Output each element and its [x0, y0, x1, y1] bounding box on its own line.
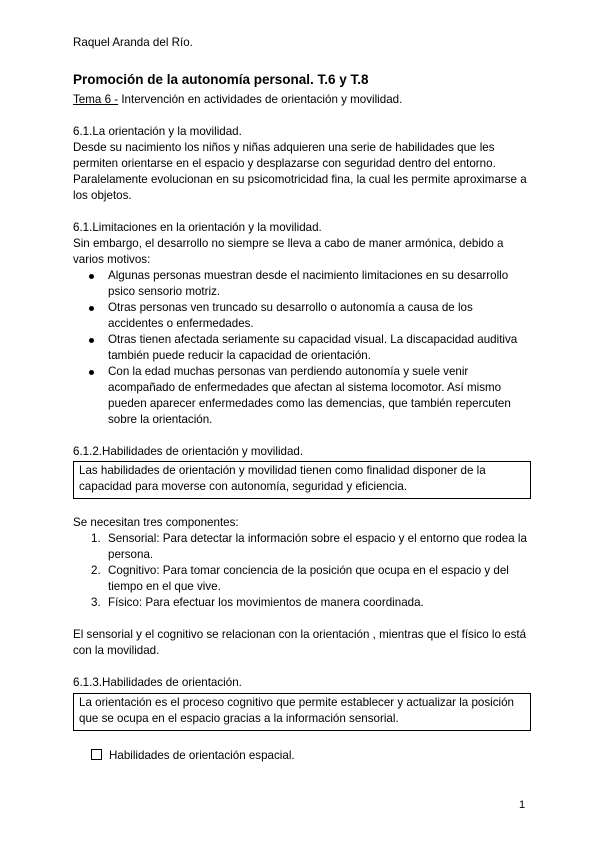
page-number: 1 — [519, 799, 526, 811]
subtitle-text: Intervención en actividades de orientación y movilidad. — [118, 93, 403, 106]
section-heading: 6.1.Limitaciones en la orientación y la movilidad. — [73, 221, 322, 234]
list-item: Algunas personas muestran desde el nacimiento limitaciones en su desarrollo psico sensorio motriz. — [73, 268, 531, 300]
tema-label: Tema 6 - — [73, 93, 119, 106]
checklist-label: Habilidades de orientación espacial. — [109, 749, 295, 762]
list-item — [73, 595, 531, 611]
list-item — [73, 563, 531, 595]
components-intro: Se necesitan tres componentes: — [73, 516, 239, 529]
list-item — [73, 531, 531, 563]
list-text: Cognitivo: Para tomar conciencia de la posición que ocupa en el espacio y del tiempo en el que vive. — [108, 564, 509, 593]
closing-paragraph: El sensorial y el cognitivo se relacionan con la orientación , mientras que el físico lo está con la movilidad. — [73, 628, 527, 657]
checkbox-icon[interactable] — [91, 749, 102, 760]
author-name: Raquel Aranda del Río. — [73, 36, 193, 49]
section-heading-613: 6.1.3.Habilidades de orientación. — [73, 676, 242, 689]
section-paragraph: Desde su nacimiento los niños y niñas adquieren una serie de habilidades que les permiten orientarse en el espacio y desplazarse con seguridad dentro del entorno. Paralelamente evolucionan en su psicomotricidad fina, la cual les permite aproximarse a los objetos. — [73, 141, 527, 202]
section-orientacion-movilidad — [73, 124, 531, 204]
bullet-list — [73, 268, 531, 428]
definition-box: La orientación es el proceso cognitivo que permite establecer y actualizar la posición que se ocupa en el espacio gracias a la información sensorial. — [73, 693, 531, 731]
list-number: 3. — [91, 596, 101, 609]
list-item: Con la edad muchas personas van perdiendo autonomía y suele venir acompañado de enfermedades que afectan al sistema locomotor. Así mismo pueden aparecer enfermedades como las demencias, que también repercuten sobre la orientación. — [73, 364, 531, 428]
list-item: Otras tienen afectada seriamente su capacidad visual. La discapacidad auditiva también puede reducir la capacidad de orientación. — [73, 332, 531, 364]
document-subtitle — [73, 92, 402, 108]
section-heading-612: 6.1.2.Habilidades de orientación y movilidad. — [73, 445, 304, 458]
numbered-list — [73, 531, 531, 611]
list-number: 1. — [91, 532, 101, 545]
section-limitaciones — [73, 220, 531, 428]
list-text: Físico: Para efectuar los movimientos de manera coordinada. — [108, 596, 424, 609]
definition-box: Las habilidades de orientación y movilidad tienen como finalidad disponer de la capacidad para moverse con autonomía, seguridad y eficiencia. — [73, 461, 531, 499]
components-section — [73, 515, 531, 611]
checklist-item — [91, 748, 295, 764]
list-item: Otras personas ven truncado su desarrollo o autonomía a causa de los accidentes o enfermedades. — [73, 300, 531, 332]
section-heading: 6.1.La orientación y la movilidad. — [73, 125, 242, 138]
document-title: Promoción de la autonomía personal. T.6 y T.8 — [73, 72, 369, 87]
list-text: Sensorial: Para detectar la información sobre el espacio y el entorno que rodea la persona. — [108, 532, 527, 561]
list-number: 2. — [91, 564, 101, 577]
section-paragraph: Sin embargo, el desarrollo no siempre se lleva a cabo de maner armónica, debido a varios motivos: — [73, 237, 504, 266]
